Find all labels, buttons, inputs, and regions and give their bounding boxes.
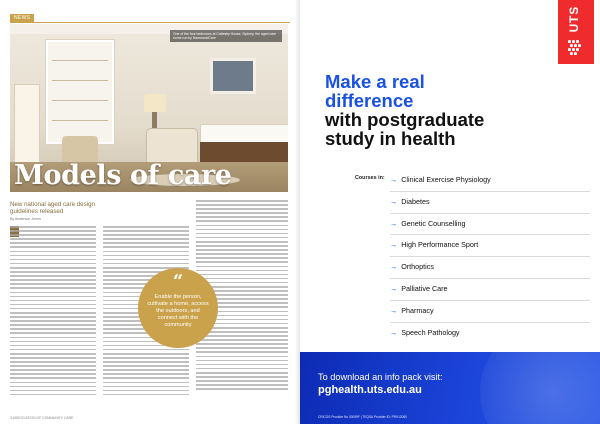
uts-dots-icon — [568, 40, 584, 56]
headline-line-3: with postgraduate — [325, 109, 485, 130]
course-item — [390, 323, 590, 344]
course-label: Speech Pathology — [401, 327, 460, 337]
course-label: Pharmacy — [401, 305, 434, 315]
arrow-right-icon: → — [390, 305, 398, 315]
download-text: To download an info pack visit: — [318, 372, 443, 382]
page-footer: 3 ASSOCIATION OF COMMUNITY CARE — [10, 416, 74, 420]
article-subtitle: New national aged care design guidelines released — [10, 201, 95, 215]
section-label: NEWS — [10, 14, 34, 22]
download-url-link[interactable]: pghealth.uts.edu.au — [318, 384, 422, 396]
arrow-right-icon: → — [390, 283, 398, 293]
course-label: Diabetes — [401, 196, 430, 206]
quote-mark-icon: “ — [172, 271, 184, 292]
advertisement-page — [300, 0, 600, 424]
arrow-right-icon: → — [390, 175, 398, 184]
course-item — [390, 214, 590, 236]
course-item — [390, 235, 590, 257]
ad-headline — [325, 72, 555, 148]
arrow-right-icon: → — [390, 196, 398, 206]
course-label: High Performance Sport — [401, 240, 479, 250]
section-rule — [10, 22, 290, 23]
arrow-right-icon: → — [390, 218, 398, 228]
course-label: Palliative Care — [401, 283, 448, 293]
headline-line-2: difference — [325, 90, 414, 111]
cricos-note: CRICOS Provider No 00099F | TEQSA Provider ID: PRV12060 — [318, 415, 407, 419]
headline-line-1: Make a real — [325, 71, 425, 92]
arrow-right-icon: → — [390, 262, 398, 272]
pull-quote-text: Enable the person, cultivate a home, access the outdoors, and connect with the community — [147, 294, 209, 328]
course-item — [390, 301, 590, 323]
article-column-1 — [10, 226, 96, 412]
course-item — [390, 170, 590, 192]
course-label: Orthoptics — [401, 262, 434, 272]
pull-quote — [138, 268, 218, 348]
article-title: Models of care — [14, 160, 232, 191]
courses-list — [390, 170, 590, 343]
course-label: Genetic Counselling — [401, 218, 466, 228]
courses-label: Courses in: — [355, 175, 385, 181]
course-label: Clinical Exercise Physiology — [401, 175, 491, 184]
course-item — [390, 192, 590, 214]
photo-caption: One of the four bedrooms at Cottesby House, Sydney, the aged care home run by HammondCare — [170, 30, 282, 42]
article-byline: By Anderson Jones — [10, 217, 41, 221]
download-banner — [300, 352, 600, 424]
course-item — [390, 279, 590, 301]
course-item — [390, 257, 590, 279]
arrow-right-icon: → — [390, 327, 398, 337]
headline-line-4: study in health — [325, 128, 456, 149]
uts-logo — [558, 0, 594, 64]
uts-logo-text: UTS — [567, 6, 581, 33]
arrow-right-icon: → — [390, 240, 398, 250]
